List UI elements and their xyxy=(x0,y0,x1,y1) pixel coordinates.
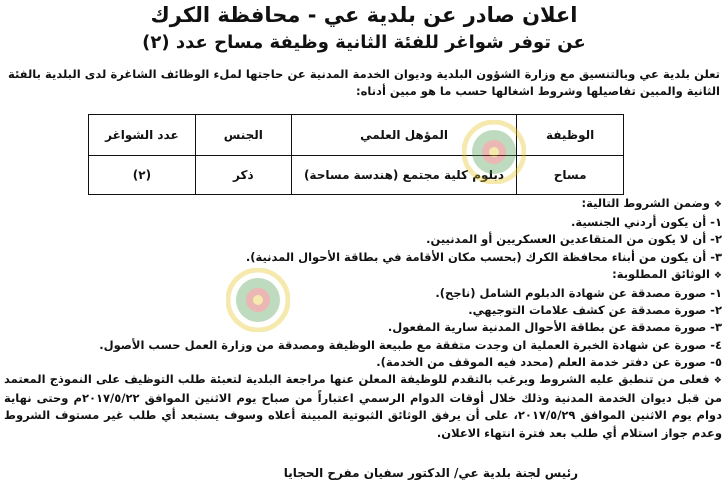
body-text xyxy=(4,195,722,442)
closing-text: فعلى من تنطبق عليه الشروط ويرغب بالتقدم للوظيفة المعلن عنها مراجعة البلدية لتعبئة طلب التوظيف على النموذج المعتمد من قبل ديوان الخدمة المدنية وذلك خلال أوقات الدوام الرسمي اعتباراً من صباح يوم الاثنين الموافق ٢٠١٧/٥/٢٢م وحتى نهاية دوام يوم الاثنين الموافق ٢٠١٧/٥/٢٩، على أن يرفق الوثائق الثبوتية المبينة أعلاه وسوف يستبعد أي طلب غير مستوف الشروط وعدم جواز استلام أي طلب بعد فترة انتهاء الاعلان. xyxy=(4,372,722,440)
documents-heading xyxy=(4,266,722,285)
condition-item: ١- أن يكون أردني الجنسية. xyxy=(570,215,722,230)
intro-paragraph: تعلن بلدية عي وبالتنسيق مع وزارة الشؤون البلدية وديوان الخدمة المدنية عن حاجتها لملء الوظائف الشاغرة لدى البلدية بالفئة الثانية والمبين تفاصيلها وشروط اشغالها حسب ما هو مبين أدناه: xyxy=(8,67,720,98)
page-subtitle: عن توفر شواغر للفئة الثانية وظيفة مساح عدد (٢) xyxy=(142,32,586,53)
document-item: ٤- صورة عن شهادة الخبرة العملية ان وجدت متفقة مع طبيعة الوظيفة ومصدقة من وزارة العمل حسب الأصول. xyxy=(99,337,722,352)
vacancies-table xyxy=(88,114,624,195)
signature-line: رئيس لجنة بلدية عي/ الدكتور سفيان مفرح الحجايا xyxy=(283,466,578,480)
cell-vacancy-count: (٢) xyxy=(89,156,196,195)
header-job: الوظيفة xyxy=(517,115,624,156)
document-item: ١- صورة مصدقة عن شهادة الدبلوم الشامل (ناجح). xyxy=(435,286,722,301)
document-item: ٣- صورة مصدقة عن بطاقة الأحوال المدنية سارية المفعول. xyxy=(387,320,722,335)
conditions-heading-text: وضمن الشروط التالية: xyxy=(581,196,710,210)
cell-qualification: دبلوم كلية مجتمع (هندسة مساحة) xyxy=(291,156,516,195)
condition-item: ٣- أن يكون من أبناء محافظة الكرك (بحسب مكان الأقامة في بطاقة الأحوال المدنية). xyxy=(245,249,722,264)
header-vacancy-count: عدد الشواغر xyxy=(89,115,196,156)
cell-job: مساح xyxy=(517,156,624,195)
diamond-bullet-icon: ❖ xyxy=(713,200,722,210)
watermark-seal-icon xyxy=(462,120,526,184)
document-item: ٢- صورة مصدقة عن كشف علامات التوجيهي. xyxy=(468,303,722,318)
page-title: اعلان صادر عن بلدية عي - محافظة الكرك xyxy=(150,3,578,27)
watermark-seal-icon xyxy=(226,268,290,332)
diamond-bullet-icon: ❖ xyxy=(713,270,722,281)
diamond-bullet-icon: ❖ xyxy=(713,376,722,387)
cell-gender: ذكر xyxy=(195,156,291,195)
table-row xyxy=(89,156,624,195)
table-header-row xyxy=(89,115,624,156)
condition-item: ٢- أن لا يكون من المتقاعدين العسكريين أو المدنيين. xyxy=(426,232,722,247)
documents-heading-text: الوثائق المطلوبة: xyxy=(612,266,710,281)
header-gender: الجنس xyxy=(195,115,291,156)
header-qualification: المؤهل العلمي xyxy=(291,115,516,156)
document-item: ٥- صورة عن دفتر خدمة العلم (محدد فيه الموقف من الخدمة). xyxy=(376,354,722,369)
closing-paragraph xyxy=(4,371,722,442)
conditions-heading xyxy=(4,195,722,214)
